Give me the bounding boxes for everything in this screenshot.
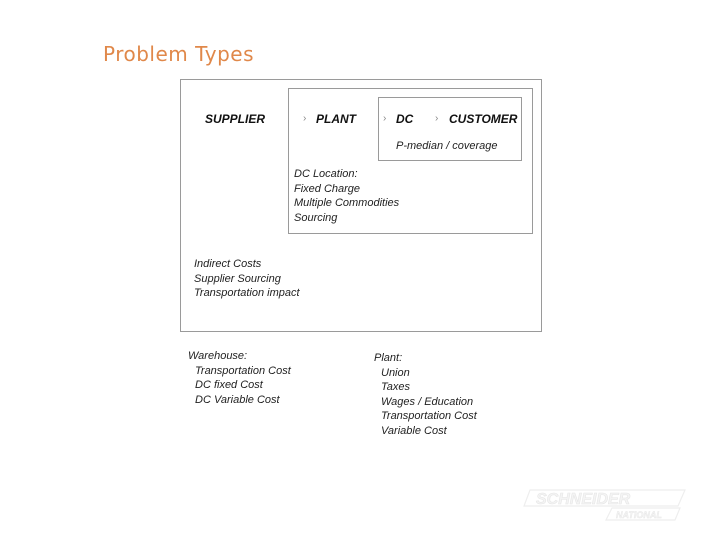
logo-text-primary: SCHNEIDER	[536, 491, 631, 508]
list-item: Transportation Cost	[381, 410, 477, 422]
warehouse-heading: Warehouse:	[188, 350, 248, 362]
list-item: Transportation Cost	[195, 364, 291, 377]
list-item: Union	[381, 366, 410, 379]
list-item: Wages / Education	[381, 395, 474, 408]
list-item: Taxes	[381, 381, 410, 393]
list-item: Indirect Costs	[194, 258, 262, 270]
dc-node: DC	[396, 112, 414, 126]
plant-heading: Plant:	[374, 352, 403, 364]
logo-text-secondary: NATIONAL	[616, 510, 662, 520]
inner-label: P-median / coverage	[396, 140, 498, 152]
list-item: Variable Cost	[381, 424, 447, 437]
supplier-node: SUPPLIER	[205, 112, 266, 126]
dc-location-list	[294, 167, 399, 225]
warehouse-factors	[188, 349, 291, 407]
arrow-icon: ›	[303, 113, 307, 124]
plant-factors	[374, 351, 477, 438]
page-title: Problem Types	[103, 42, 254, 66]
list-item: DC Variable Cost	[195, 393, 280, 406]
schneider-logo	[520, 480, 690, 528]
list-item: Multiple Commodities	[294, 197, 400, 209]
list-item: Supplier Sourcing	[194, 272, 281, 285]
customer-node: CUSTOMER	[449, 112, 518, 126]
list-item: Fixed Charge	[294, 182, 361, 195]
arrow-icon: ›	[435, 113, 439, 124]
list-item: DC Location:	[294, 168, 358, 180]
arrow-icon: ›	[383, 113, 387, 124]
list-item: DC fixed Cost	[195, 379, 263, 391]
list-item: Transportation impact	[194, 287, 300, 299]
outer-scope-list	[194, 257, 300, 301]
plant-node: PLANT	[316, 112, 356, 126]
list-item: Sourcing	[294, 211, 338, 224]
